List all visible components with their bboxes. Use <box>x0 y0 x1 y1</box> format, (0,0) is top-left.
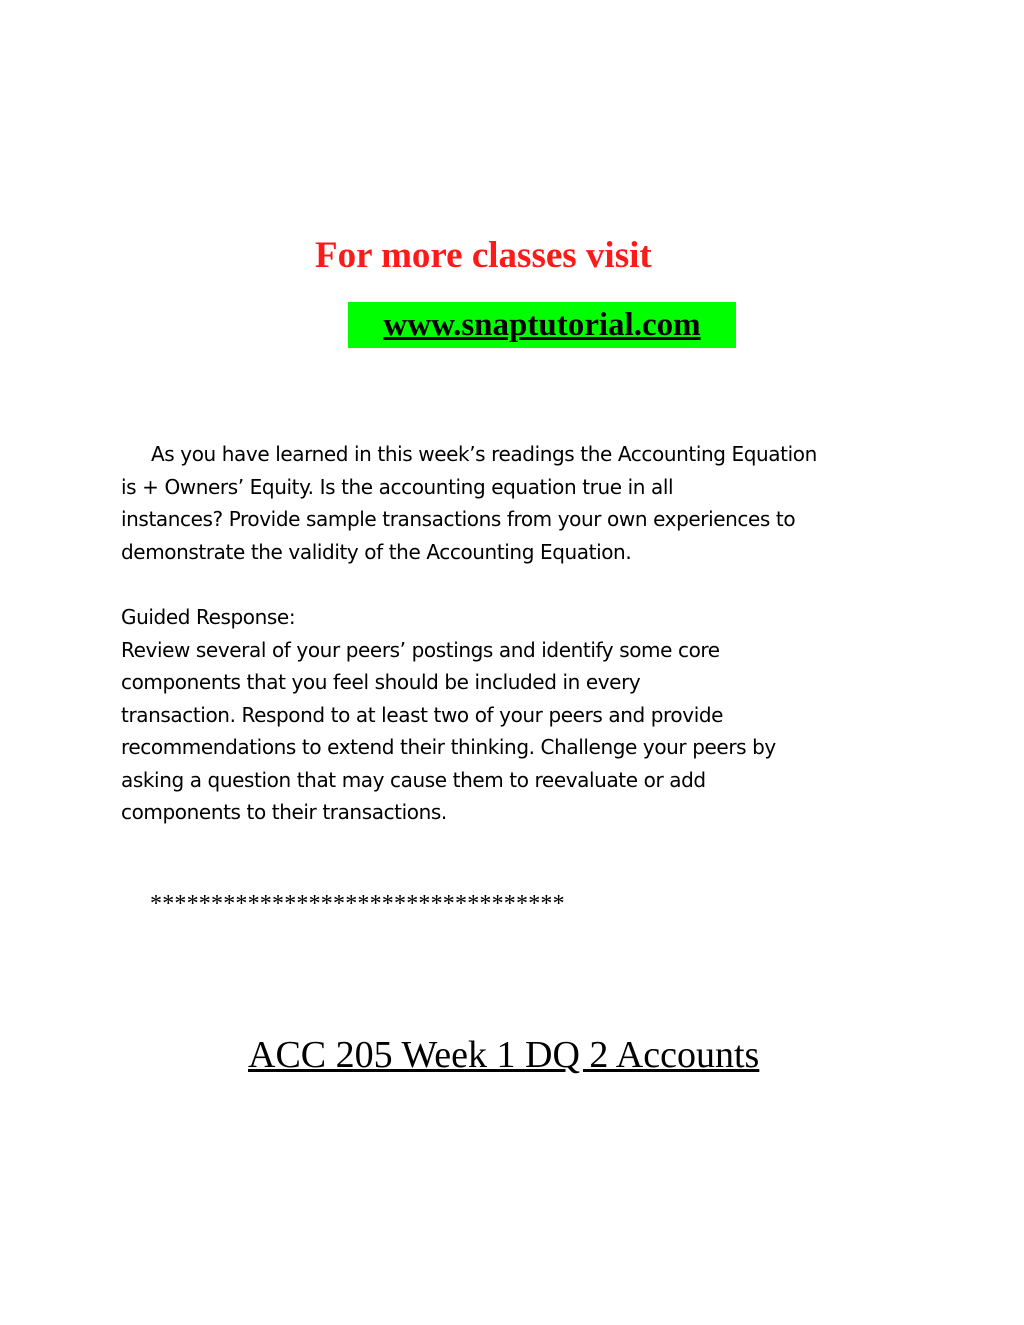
discussion-question <box>121 438 911 568</box>
guided-response-line: components that you feel should be included in every <box>121 670 641 694</box>
question-line: As you have learned in this week’s readings the Accounting Equation <box>151 442 817 466</box>
guided-response-line: components to their transactions. <box>121 800 447 824</box>
guided-response-heading: Guided Response: <box>121 605 296 629</box>
guided-response <box>121 601 911 829</box>
guided-response-line: Review several of your peers’ postings and identify some core <box>121 637 720 662</box>
separator-stars: ********************************** <box>150 891 565 917</box>
promo-heading-text: For more classes visit <box>315 235 652 276</box>
website-link[interactable]: www.snaptutorial.com <box>348 302 736 348</box>
guided-response-line: transaction. Respond to at least two of your peers and provide <box>121 702 724 727</box>
guided-response-line: recommendations to extend their thinking. Challenge your peers by <box>121 735 776 759</box>
question-line: is + Owners’ Equity. Is the accounting equation true in all <box>121 474 674 499</box>
question-line: demonstrate the validity of the Accounting Equation. <box>121 539 632 564</box>
question-line: instances? Provide sample transactions from your own experiences to <box>121 507 796 531</box>
guided-response-line: asking a question that may cause them to reevaluate or add <box>121 767 706 792</box>
course-title: ACC 205 Week 1 DQ 2 Accounts <box>248 1034 760 1076</box>
